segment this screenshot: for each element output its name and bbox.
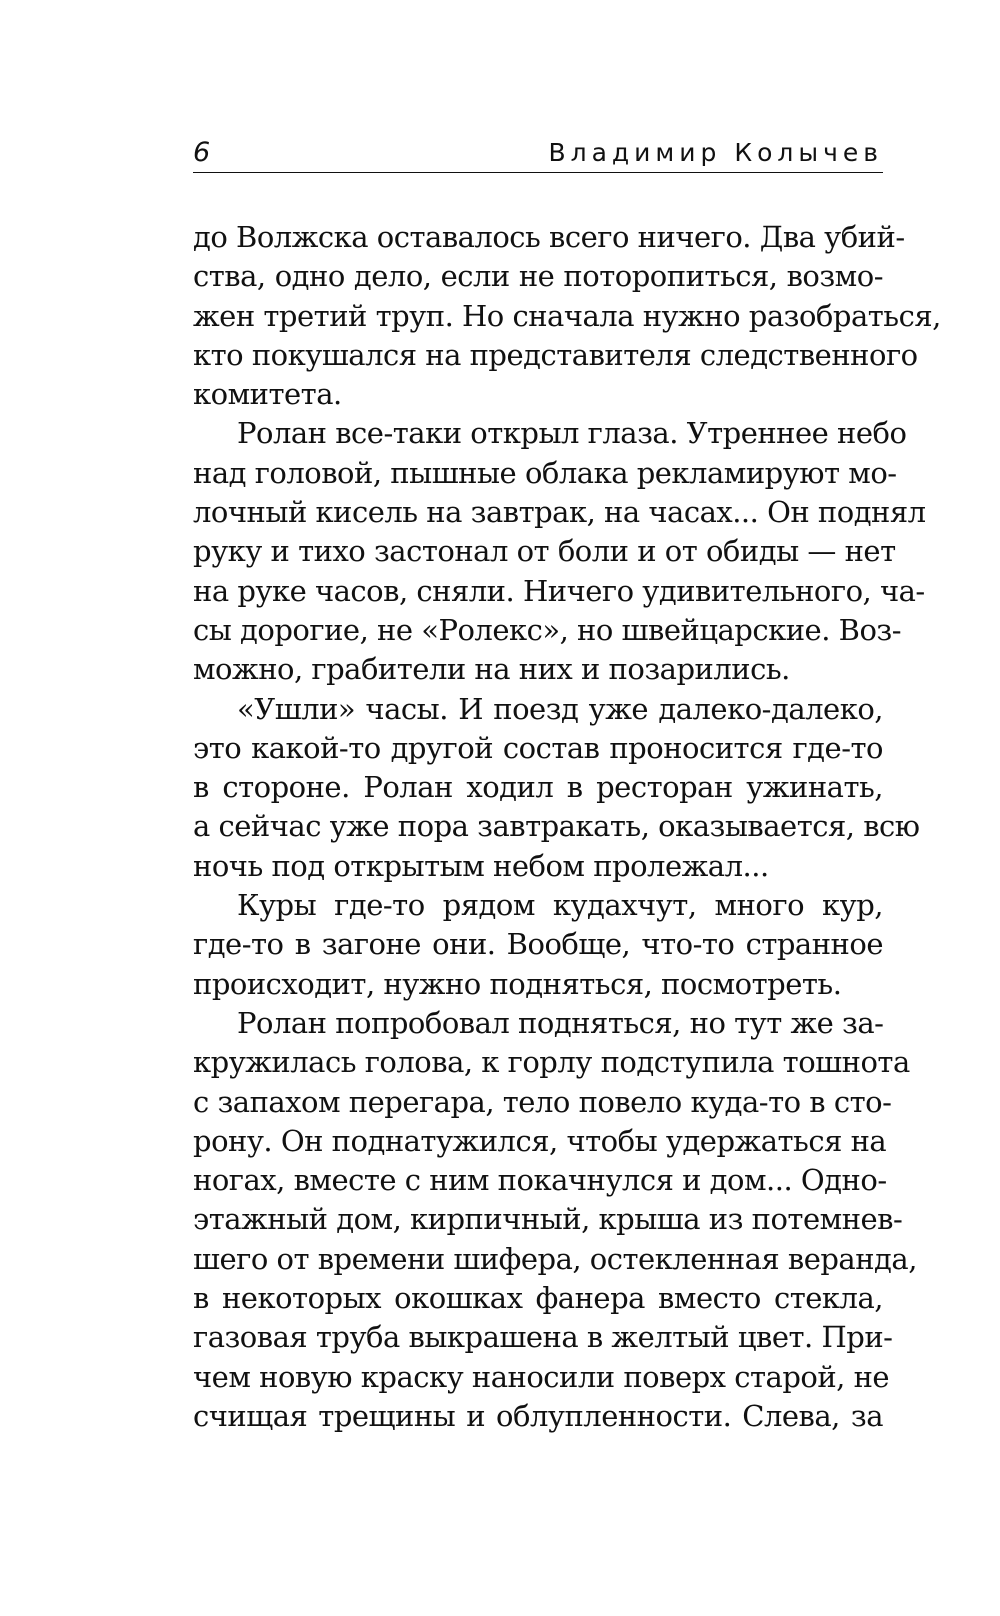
text-line: в стороне. Ролан ходил в ресторан ужинать, bbox=[193, 770, 883, 805]
text-line: чем новую краску наносили поверх старой, не bbox=[193, 1359, 890, 1394]
text-line: до Волжска оставалось всего ничего. Два убий- bbox=[193, 220, 905, 254]
text-line: Ролан попробовал подняться, но тут же за- bbox=[237, 1005, 884, 1040]
text-line: можно, грабители на них и позарились. bbox=[193, 652, 790, 687]
author-name: Владимир Колычев bbox=[548, 138, 883, 167]
text-line: с запахом перегара, тело повело куда-то в сто- bbox=[193, 1084, 892, 1119]
text-line: где-то в загоне они. Вообще, что-то странное bbox=[193, 927, 883, 962]
header-rule bbox=[193, 172, 883, 173]
text-line: ногах, вместе с ним покачнулся и дом... Одно- bbox=[193, 1163, 887, 1198]
text-line: а сейчас уже пора завтракать, оказывается, всю bbox=[193, 809, 920, 844]
text-line: газовая труба выкрашена в желтый цвет. При- bbox=[193, 1320, 893, 1355]
running-header bbox=[193, 133, 883, 173]
body-text bbox=[193, 218, 941, 1436]
text-line: рону. Он поднатужился, чтобы удержаться на bbox=[193, 1123, 887, 1158]
text-line: Куры где-то рядом кудахчут, много кур, bbox=[237, 888, 883, 923]
text-line: руку и тихо застонал от боли и от обиды — нет bbox=[193, 534, 896, 569]
text-line: на руке часов, сняли. Ничего удивительного, ча- bbox=[193, 573, 925, 608]
text-line: «Ушли» часы. И поезд уже далеко-далеко, bbox=[237, 691, 883, 726]
text-line: сы дорогие, не «Ролекс», но швейцарские. Воз- bbox=[193, 612, 902, 647]
text-line: этажный дом, кирпичный, крыша из потемнев- bbox=[193, 1202, 903, 1237]
text-line: происходит, нужно подняться, посмотреть. bbox=[193, 966, 842, 1001]
text-line: кружилась голова, к горлу подступила тошнота bbox=[193, 1045, 910, 1080]
text-line: шего от времени шифера, остекленная веранда, bbox=[193, 1241, 917, 1276]
text-line: над головой, пышные облака рекламируют мо- bbox=[193, 455, 897, 490]
text-line: ночь под открытым небом пролежал... bbox=[193, 848, 769, 883]
text-line: это какой-то другой состав проносится где-то bbox=[193, 730, 883, 765]
text-line: кто покушался на представителя следственного bbox=[193, 337, 918, 372]
text-line: ства, одно дело, если не поторопиться, возмо- bbox=[193, 259, 883, 294]
text-line: жен третий труп. Но сначала нужно разобраться, bbox=[193, 298, 941, 333]
text-line: в некоторых окошках фанера вместо стекла, bbox=[193, 1281, 883, 1316]
text-line: Ролан все-таки открыл глаза. Утреннее небо bbox=[237, 416, 907, 451]
text-line: счищая трещины и облупленности. Слева, за bbox=[193, 1398, 883, 1433]
text-line: лочный кисель на завтрак, на часах... Он поднял bbox=[193, 495, 926, 530]
page-number: 6 bbox=[193, 137, 211, 168]
text-line: комитета. bbox=[193, 377, 342, 412]
